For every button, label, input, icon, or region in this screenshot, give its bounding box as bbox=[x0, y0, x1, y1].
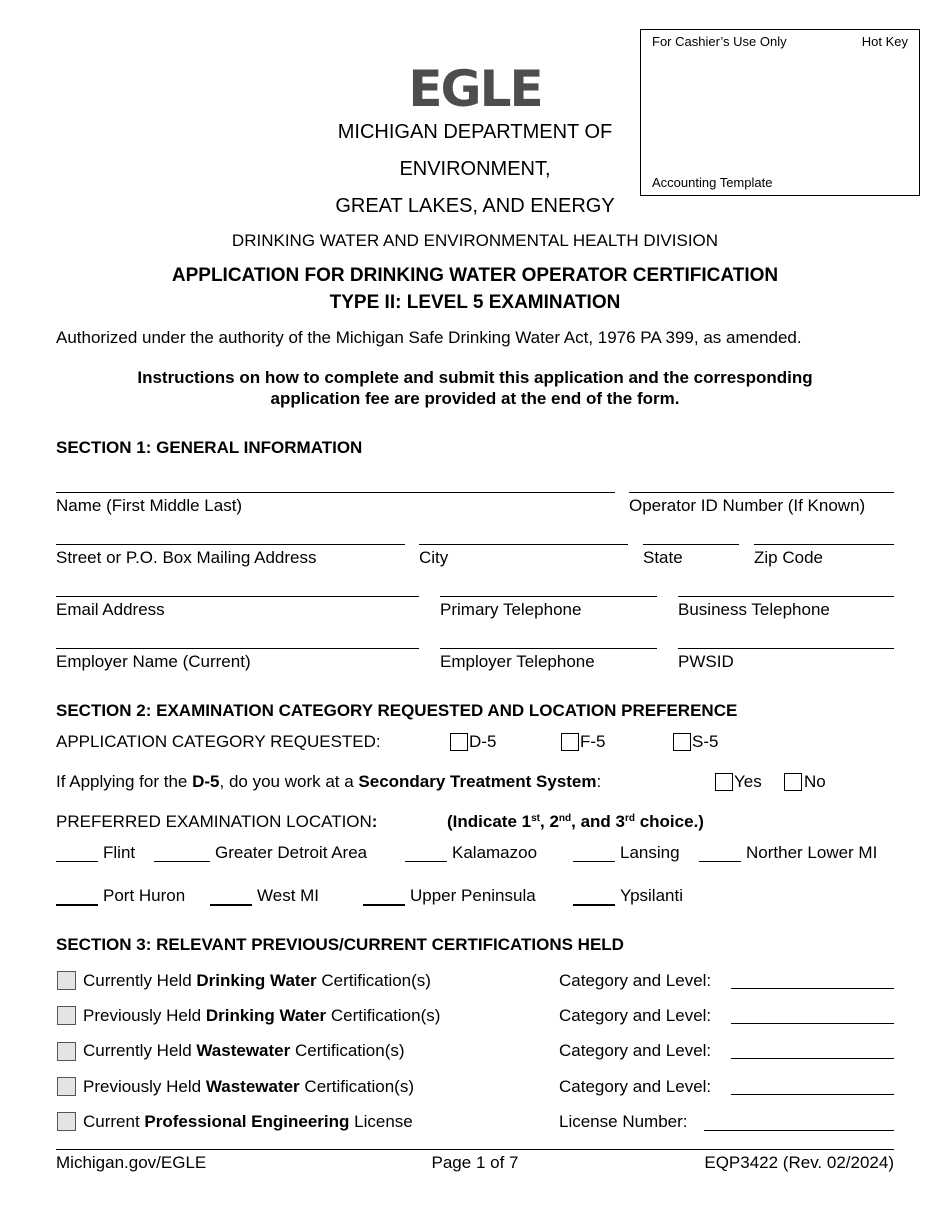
agency-line-2: ENVIRONMENT, bbox=[399, 158, 551, 180]
cashier-title: For Cashier’s Use Only bbox=[652, 34, 787, 49]
location-label bbox=[56, 812, 377, 832]
d5-secondary-question bbox=[56, 772, 601, 792]
email-field[interactable] bbox=[56, 596, 419, 597]
business-phone-field[interactable] bbox=[678, 596, 894, 597]
state-label: State bbox=[643, 548, 683, 567]
choice-suffix: choice.) bbox=[634, 812, 704, 831]
cashier-box bbox=[640, 29, 920, 196]
d5-question-bold-1: D-5 bbox=[192, 772, 220, 791]
cert-suffix: License bbox=[349, 1112, 413, 1131]
footer-divider bbox=[56, 1149, 894, 1150]
location-kalamazoo: Kalamazoo bbox=[452, 843, 538, 862]
d5-label: D-5 bbox=[469, 732, 497, 751]
location-label-text: PREFERRED EXAMINATION LOCATION bbox=[56, 812, 372, 831]
yes-label: Yes bbox=[734, 772, 762, 791]
cert-label-current-dw bbox=[83, 971, 431, 991]
cert-bold: Wastewater bbox=[205, 1077, 300, 1096]
state-field[interactable] bbox=[643, 544, 739, 545]
cert-checkbox-previous-dw[interactable] bbox=[57, 1006, 76, 1025]
cert-prefix: Currently Held bbox=[83, 1041, 197, 1060]
cert-prefix: Currently Held bbox=[83, 971, 197, 990]
cert-right-label: Category and Level: bbox=[559, 1006, 712, 1025]
cert-suffix: Certification(s) bbox=[299, 1077, 414, 1096]
location-rank-northern-lower[interactable] bbox=[699, 861, 741, 862]
cert-bold: Professional Engineering bbox=[144, 1112, 350, 1131]
city-label: City bbox=[419, 548, 449, 567]
cert-bold: Drinking Water bbox=[196, 971, 317, 990]
operator-id-label: Operator ID Number (If Known) bbox=[629, 496, 866, 515]
cert-prefix: Previously Held bbox=[83, 1077, 206, 1096]
name-field[interactable] bbox=[56, 492, 615, 493]
yes-checkbox[interactable] bbox=[715, 773, 733, 791]
cert-checkbox-current-ww[interactable] bbox=[57, 1042, 76, 1061]
cert-prefix: Previously Held bbox=[83, 1006, 206, 1025]
choice-prefix: (Indicate 1 bbox=[447, 812, 532, 831]
f5-label: F-5 bbox=[580, 732, 606, 751]
d5-question-mid: , do you work at a bbox=[219, 772, 359, 791]
cert-right-label: Category and Level: bbox=[559, 1077, 712, 1096]
cert-suffix: Certification(s) bbox=[290, 1041, 405, 1060]
location-rank-upper-peninsula[interactable] bbox=[363, 904, 405, 906]
agency-line-1: MICHIGAN DEPARTMENT OF bbox=[337, 121, 613, 143]
division-name: DRINKING WATER AND ENVIRONMENTAL HEALTH DIVISION bbox=[231, 231, 719, 250]
location-ypsilanti: Ypsilanti bbox=[620, 886, 683, 905]
operator-id-field[interactable] bbox=[629, 492, 894, 493]
section1-heading: SECTION 1: GENERAL INFORMATION bbox=[56, 438, 363, 457]
employer-phone-label: Employer Telephone bbox=[440, 652, 595, 671]
location-west-mi: West MI bbox=[257, 886, 320, 905]
cert-bold: Drinking Water bbox=[205, 1006, 327, 1025]
location-rank-west-mi[interactable] bbox=[210, 904, 252, 906]
no-checkbox[interactable] bbox=[784, 773, 802, 791]
cert-level-field-current-dw[interactable] bbox=[731, 988, 894, 989]
street-label: Street or P.O. Box Mailing Address bbox=[56, 548, 317, 567]
location-rank-detroit[interactable] bbox=[154, 861, 210, 862]
location-rank-flint[interactable] bbox=[56, 861, 98, 862]
employer-field[interactable] bbox=[56, 648, 419, 649]
footer-page-number: Page 1 of 7 bbox=[431, 1153, 519, 1172]
cert-level-field-previous-dw[interactable] bbox=[731, 1023, 894, 1024]
section3-heading: SECTION 3: RELEVANT PREVIOUS/CURRENT CERTIFICATIONS HELD bbox=[56, 935, 624, 954]
location-label-colon: : bbox=[371, 812, 378, 831]
cert-label-current-ww bbox=[83, 1041, 405, 1061]
d5-checkbox[interactable] bbox=[450, 733, 468, 751]
s5-checkbox[interactable] bbox=[673, 733, 691, 751]
egle-logo bbox=[400, 62, 550, 112]
egle-logo-text: EGLE bbox=[408, 62, 542, 112]
cert-checkbox-current-dw[interactable] bbox=[57, 971, 76, 990]
city-field[interactable] bbox=[419, 544, 628, 545]
pwsid-field[interactable] bbox=[678, 648, 894, 649]
choice-mid-1: , 2 bbox=[540, 812, 559, 831]
cert-label-previous-dw bbox=[83, 1006, 440, 1026]
cert-bold: Wastewater bbox=[196, 1041, 291, 1060]
form-subtitle: TYPE II: LEVEL 5 EXAMINATION bbox=[329, 292, 621, 313]
d5-question-suffix: : bbox=[596, 772, 602, 791]
zip-field[interactable] bbox=[754, 544, 894, 545]
cert-right-label: Category and Level: bbox=[559, 971, 712, 990]
employer-phone-field[interactable] bbox=[440, 648, 657, 649]
pwsid-label: PWSID bbox=[678, 652, 734, 671]
instructions-line-1: Instructions on how to complete and submit this application and the corresponding bbox=[137, 368, 813, 387]
choice-instruction bbox=[447, 812, 704, 832]
cert-label-previous-ww bbox=[83, 1077, 414, 1097]
zip-label: Zip Code bbox=[754, 548, 823, 567]
cert-prefix: Current bbox=[83, 1112, 145, 1131]
cert-label-pe-license bbox=[83, 1112, 413, 1132]
license-number-field[interactable] bbox=[704, 1130, 894, 1131]
choice-sup-3: rd bbox=[624, 813, 635, 824]
cert-level-field-previous-ww[interactable] bbox=[731, 1094, 894, 1095]
cert-right-label: License Number: bbox=[559, 1112, 688, 1131]
location-flint: Flint bbox=[103, 843, 136, 862]
authority-text: Authorized under the authority of the Michigan Safe Drinking Water Act, 1976 PA 399, as amended. bbox=[56, 328, 802, 347]
primary-phone-label: Primary Telephone bbox=[440, 600, 582, 619]
location-rank-lansing[interactable] bbox=[573, 861, 615, 862]
d5-question-prefix: If Applying for the bbox=[56, 772, 193, 791]
hot-key-label: Hot Key bbox=[861, 34, 908, 49]
agency-line-3: GREAT LAKES, AND ENERGY bbox=[335, 195, 615, 217]
category-label: APPLICATION CATEGORY REQUESTED: bbox=[56, 732, 381, 751]
email-label: Email Address bbox=[56, 600, 165, 619]
cert-suffix: Certification(s) bbox=[326, 1006, 441, 1025]
location-detroit: Greater Detroit Area bbox=[215, 843, 368, 862]
employer-label: Employer Name (Current) bbox=[56, 652, 251, 671]
location-rank-port-huron[interactable] bbox=[56, 904, 98, 906]
accounting-template-label: Accounting Template bbox=[652, 175, 773, 190]
primary-phone-field[interactable] bbox=[440, 596, 657, 597]
location-upper-peninsula: Upper Peninsula bbox=[410, 886, 536, 905]
choice-mid-2: , and 3 bbox=[571, 812, 625, 831]
street-field[interactable] bbox=[56, 544, 405, 545]
instructions-line-2: application fee are provided at the end of the form. bbox=[270, 389, 680, 408]
footer-form-id: EQP3422 (Rev. 02/2024) bbox=[704, 1153, 894, 1172]
section2-heading: SECTION 2: EXAMINATION CATEGORY REQUESTED AND LOCATION PREFERENCE bbox=[56, 701, 738, 720]
cert-checkbox-pe-license[interactable] bbox=[57, 1112, 76, 1131]
location-rank-ypsilanti[interactable] bbox=[573, 904, 615, 906]
cert-suffix: Certification(s) bbox=[316, 971, 431, 990]
location-northern-lower: Norther Lower MI bbox=[746, 843, 878, 862]
d5-question-bold-2: Secondary Treatment System bbox=[358, 772, 597, 791]
cert-level-field-current-ww[interactable] bbox=[731, 1058, 894, 1059]
choice-sup-1: st bbox=[531, 813, 540, 824]
footer-website: Michigan.gov/EGLE bbox=[56, 1153, 207, 1172]
location-port-huron: Port Huron bbox=[103, 886, 186, 905]
f5-checkbox[interactable] bbox=[561, 733, 579, 751]
cert-checkbox-previous-ww[interactable] bbox=[57, 1077, 76, 1096]
location-rank-kalamazoo[interactable] bbox=[405, 861, 447, 862]
form-title: APPLICATION FOR DRINKING WATER OPERATOR CERTIFICATION bbox=[171, 265, 779, 286]
no-label: No bbox=[804, 772, 826, 791]
choice-sup-2: nd bbox=[558, 813, 572, 824]
egle-logo-graphic bbox=[400, 62, 550, 112]
business-phone-label: Business Telephone bbox=[678, 600, 830, 619]
cert-right-label: Category and Level: bbox=[559, 1041, 712, 1060]
name-label: Name (First Middle Last) bbox=[56, 496, 243, 515]
s5-label: S-5 bbox=[692, 732, 719, 751]
location-lansing: Lansing bbox=[620, 843, 680, 862]
